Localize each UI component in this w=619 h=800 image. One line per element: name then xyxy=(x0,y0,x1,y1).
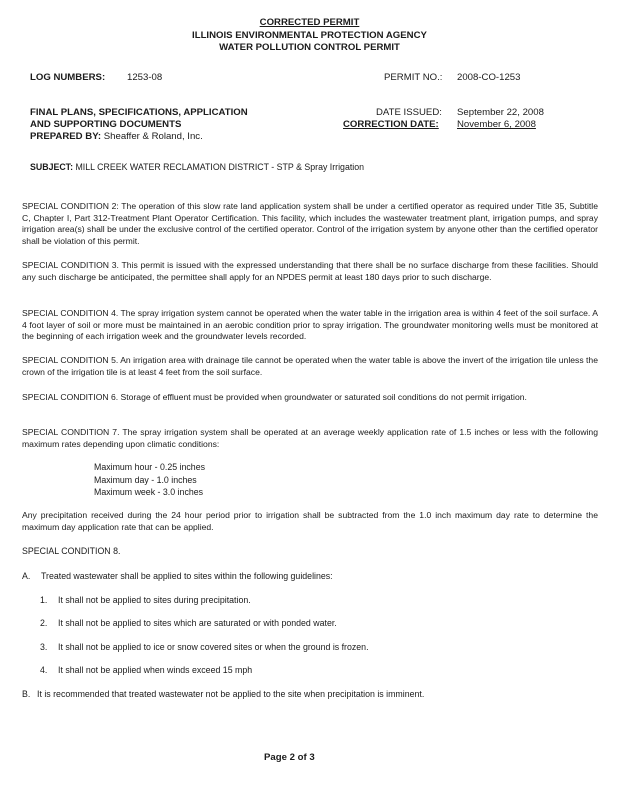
subject-line xyxy=(30,162,364,174)
guideline-1-number: 1. xyxy=(40,595,48,605)
permit-no-label: PERMIT NO.: xyxy=(384,72,443,83)
item-b-text: It is recommended that treated wastewater not be applied to the site when precipitation is imminent. xyxy=(37,689,425,699)
date-issued-value: September 22, 2008 xyxy=(457,107,544,118)
final-plans-line1: FINAL PLANS, SPECIFICATIONS, APPLICATION xyxy=(30,107,248,118)
rate-max-day: Maximum day - 1.0 inches xyxy=(94,475,197,485)
special-condition-6: SPECIAL CONDITION 6. Storage of effluent must be provided when groundwater or saturated soil conditions do not permit irrigation. xyxy=(22,392,527,402)
guideline-2-text: It shall not be applied to sites which are saturated or with ponded water. xyxy=(58,618,337,628)
guideline-3-text: It shall not be applied to ice or snow covered sites or when the ground is frozen. xyxy=(58,642,369,652)
item-a-text: Treated wastewater shall be applied to sites within the following guidelines: xyxy=(41,571,333,581)
permit-type: WATER POLLUTION CONTROL PERMIT xyxy=(219,42,400,53)
special-condition-7: SPECIAL CONDITION 7. The spray irrigation system shall be operated at an average weekly application rate of 1.5 inches or less with the following maximum rates depending upon climatic conditions: xyxy=(22,427,598,449)
page-number: Page 2 of 3 xyxy=(264,752,315,763)
date-issued-label: DATE ISSUED: xyxy=(376,107,442,118)
item-b-marker: B. xyxy=(22,689,31,699)
guideline-4-text: It shall not be applied when winds exceed 15 mph xyxy=(58,665,253,675)
rate-max-week: Maximum week - 3.0 inches xyxy=(94,487,204,497)
log-numbers-label: LOG NUMBERS: xyxy=(30,72,106,83)
special-condition-3: SPECIAL CONDITION 3. This permit is issued with the expressed understanding that there shall be no surface discharge from these facilities. Should any such discharge be anticipated, the permittee shall apply for an NPDES permit at least 180 days prior to such discharge. xyxy=(22,260,598,282)
final-plans-line2: AND SUPPORTING DOCUMENTS xyxy=(30,119,182,130)
guideline-3-number: 3. xyxy=(40,642,48,652)
prepared-by xyxy=(30,131,203,143)
prepared-by-value: Sheaffer & Roland, Inc. xyxy=(103,131,203,142)
rate-max-hour: Maximum hour - 0.25 inches xyxy=(94,462,205,472)
document-title: CORRECTED PERMIT xyxy=(259,17,360,28)
special-condition-4: SPECIAL CONDITION 4. The spray irrigation system cannot be operated when the water table in the irrigation area is within 4 feet of the soil surface. A 4 foot layer of soil or more must be maintained in an aerobic condition prior to spray irrigation. The groundwater monitoring wells must be monitored at the beginning of each irrigation week and the groundwater levels recorded. xyxy=(22,308,598,342)
subject-text: MILL CREEK WATER RECLAMATION DISTRICT - STP & Spray Irrigation xyxy=(75,162,365,172)
special-condition-2: SPECIAL CONDITION 2: The operation of this slow rate land application system shall be under a certified operator as required under Title 35, Subtitle C, Chapter I, Part 312-Treatment Plant Operator Certification. This facility, which includes the wastewater treatment plant, irrigation pumps, and spray irrigation area(s) shall be under the exclusive control of the certified operator. Control of the irrigation system by anyone other than the certified operator shall be violation of this permit. xyxy=(22,201,598,246)
log-numbers-value: 1253-08 xyxy=(127,72,163,83)
item-a-marker: A. xyxy=(22,571,31,581)
special-condition-8-title: SPECIAL CONDITION 8. xyxy=(22,546,121,556)
special-condition-5: SPECIAL CONDITION 5. An irrigation area with drainage tile cannot be operated when the water table is above the invert of the irrigation tile unless the crown of the irrigation tile is at least 4 feet from the soil surface. xyxy=(22,355,598,377)
permit-no-value: 2008-CO-1253 xyxy=(457,72,521,83)
correction-date-label: CORRECTION DATE: xyxy=(343,119,439,130)
guideline-4-number: 4. xyxy=(40,665,48,675)
correction-date-value: November 6, 2008 xyxy=(457,119,536,130)
guideline-2-number: 2. xyxy=(40,618,48,628)
precipitation-note: Any precipitation received during the 24 hour period prior to irrigation shall be subtracted from the 1.0 inch maximum day rate to determine the maximum day application rate that can be applied. xyxy=(22,510,598,532)
subject-label: SUBJECT: xyxy=(30,162,74,172)
prepared-by-label: PREPARED BY: xyxy=(30,131,102,142)
agency-name: ILLINOIS ENVIRONMENTAL PROTECTION AGENCY xyxy=(192,30,427,41)
guideline-1-text: It shall not be applied to sites during precipitation. xyxy=(58,595,251,605)
